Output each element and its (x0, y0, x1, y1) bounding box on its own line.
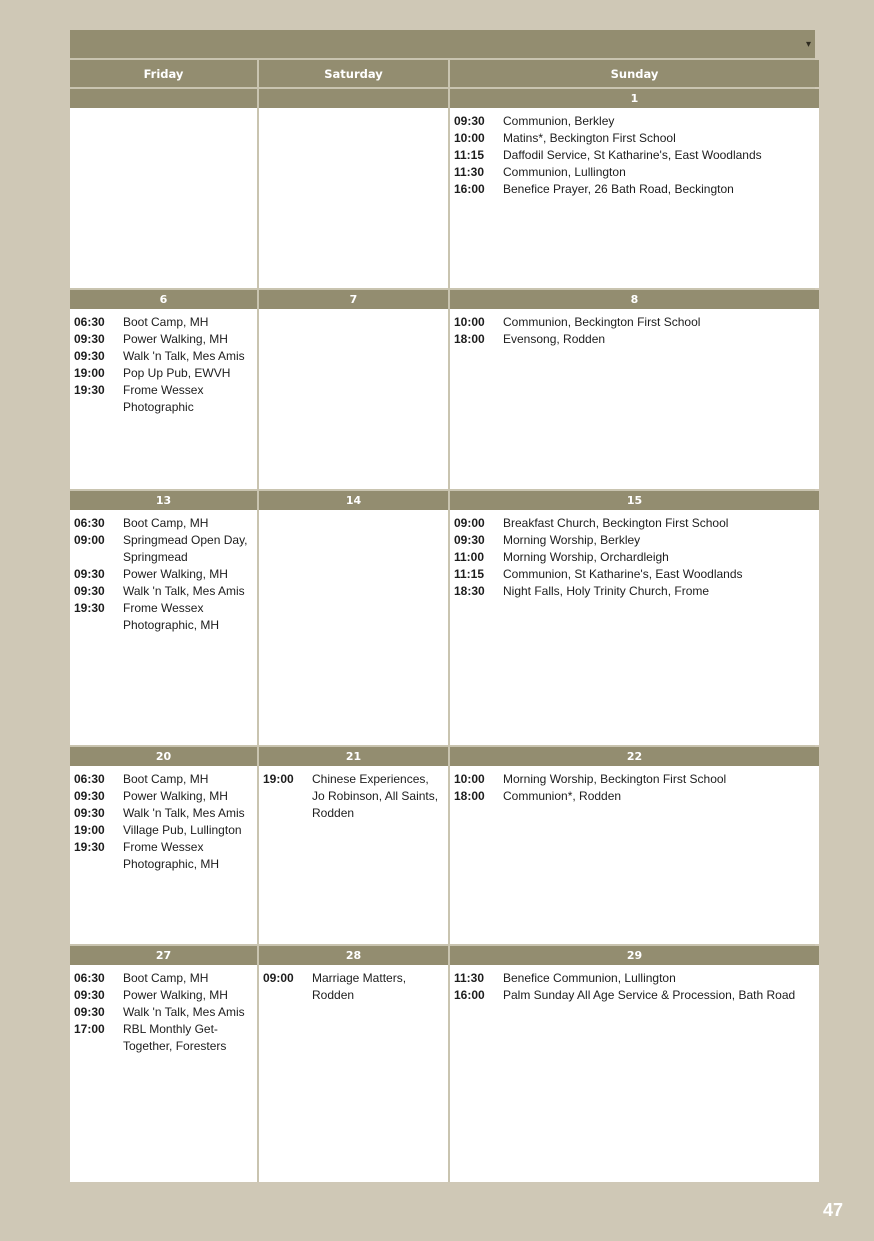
event-description: Frome Wessex Photographic, MH (123, 601, 220, 632)
event-time: 09:30 (74, 584, 105, 598)
event-description: Walk 'n Talk, Mes Amis (123, 349, 245, 363)
event-time: 09:00 (454, 516, 485, 530)
event-item (74, 987, 253, 1004)
date-header-sunday: 15 (450, 491, 819, 510)
event-description: Benefice Communion, Lullington (503, 971, 676, 985)
event-time: 19:30 (74, 601, 105, 615)
event-item (74, 348, 253, 365)
event-item (74, 566, 253, 583)
day-cell-sunday (450, 108, 819, 288)
event-time: 09:30 (74, 349, 105, 363)
event-item (454, 583, 815, 600)
event-description: Power Walking, MH (123, 332, 228, 346)
event-time: 09:30 (454, 533, 485, 547)
calendar-grid (70, 58, 815, 1182)
event-description: Morning Worship, Berkley (503, 533, 641, 547)
event-time: 19:00 (74, 366, 105, 380)
event-time: 19:30 (74, 840, 105, 854)
event-description: Communion, Lullington (503, 165, 626, 179)
day-cell-friday (70, 309, 257, 489)
event-description: Matins*, Beckington First School (503, 131, 676, 145)
event-time: 09:00 (74, 533, 105, 547)
event-time: 06:30 (74, 516, 105, 530)
event-time: 06:30 (74, 971, 105, 985)
day-cell-saturday (259, 309, 448, 489)
event-description: Walk 'n Talk, Mes Amis (123, 584, 245, 598)
event-item (454, 788, 815, 805)
event-description: RBL Monthly Get-Together, Foresters (123, 1022, 227, 1053)
event-description: Power Walking, MH (123, 567, 228, 581)
event-item (74, 771, 253, 788)
event-item (454, 532, 815, 549)
day-cell-saturday (259, 108, 448, 288)
date-header-friday: 27 (70, 946, 257, 965)
event-time: 11:15 (454, 148, 485, 162)
event-time: 19:00 (263, 772, 294, 786)
date-header-saturday: 7 (259, 290, 448, 309)
day-cell-sunday (450, 965, 819, 1182)
date-header-friday: 6 (70, 290, 257, 309)
event-item (74, 314, 253, 331)
event-item (454, 113, 815, 130)
event-time: 09:30 (74, 806, 105, 820)
event-item (74, 805, 253, 822)
dropdown-marker-icon: ▾ (805, 39, 811, 50)
event-time: 17:00 (74, 1022, 105, 1036)
event-time: 09:30 (454, 114, 485, 128)
event-description: Boot Camp, MH (123, 772, 209, 786)
event-item (263, 970, 444, 1004)
event-time: 11:15 (454, 567, 485, 581)
event-description: Morning Worship, Orchardleigh (503, 550, 669, 564)
event-description: Village Pub, Lullington (123, 823, 242, 837)
event-description: Communion*, Rodden (503, 789, 622, 803)
event-item (263, 771, 444, 822)
event-time: 18:00 (454, 332, 485, 346)
event-time: 10:00 (454, 772, 485, 786)
event-item (74, 515, 253, 532)
event-time: 09:00 (263, 971, 294, 985)
event-item (74, 382, 253, 416)
date-header-saturday: 21 (259, 747, 448, 766)
page-number: 47 (823, 1200, 844, 1220)
event-description: Frome Wessex Photographic, MH (123, 840, 220, 871)
event-item (454, 130, 815, 147)
event-item (454, 164, 815, 181)
event-description: Boot Camp, MH (123, 315, 209, 329)
event-time: 09:30 (74, 332, 105, 346)
calendar-top-bar (70, 30, 815, 58)
event-time: 19:00 (74, 823, 105, 837)
day-cell-sunday (450, 766, 819, 944)
event-item (454, 181, 815, 198)
event-time: 16:00 (454, 182, 485, 196)
event-item (74, 365, 253, 382)
event-item (74, 970, 253, 987)
event-item (454, 549, 815, 566)
date-header-saturday: 28 (259, 946, 448, 965)
event-item (454, 771, 815, 788)
event-time: 11:30 (454, 165, 485, 179)
event-description: Communion, Berkley (503, 114, 615, 128)
event-item (74, 788, 253, 805)
column-header-saturday: Saturday (259, 60, 448, 87)
event-item (74, 1021, 253, 1055)
event-time: 16:00 (454, 988, 485, 1002)
date-header-sunday: 29 (450, 946, 819, 965)
event-item (74, 532, 253, 566)
event-time: 09:30 (74, 1005, 105, 1019)
event-description: Benefice Prayer, 26 Bath Road, Beckington (503, 182, 734, 196)
event-description: Morning Worship, Beckington First School (503, 772, 727, 786)
column-header-sunday: Sunday (450, 60, 819, 87)
event-item (454, 970, 815, 987)
event-time: 10:00 (454, 315, 485, 329)
event-item (74, 822, 253, 839)
day-cell-friday (70, 766, 257, 944)
event-time: 18:00 (454, 789, 485, 803)
event-time: 19:30 (74, 383, 105, 397)
date-header-sunday: 8 (450, 290, 819, 309)
event-time: 06:30 (74, 772, 105, 786)
event-item (74, 331, 253, 348)
date-header-friday: 13 (70, 491, 257, 510)
event-description: Boot Camp, MH (123, 516, 209, 530)
event-time: 09:30 (74, 789, 105, 803)
event-description: Palm Sunday All Age Service & Procession, Bath Road (503, 988, 796, 1002)
event-time: 11:30 (454, 971, 485, 985)
event-item (454, 515, 815, 532)
event-description: Communion, St Katharine's, East Woodlands (503, 567, 743, 581)
day-cell-saturday (259, 766, 448, 944)
event-item (454, 314, 815, 331)
calendar-sheet (70, 30, 815, 1182)
date-header-friday (70, 89, 257, 108)
event-item (454, 331, 815, 348)
event-time: 10:00 (454, 131, 485, 145)
event-description: Springmead Open Day, Springmead (123, 533, 248, 564)
event-description: Boot Camp, MH (123, 971, 209, 985)
event-item (454, 566, 815, 583)
day-cell-saturday (259, 510, 448, 745)
event-description: Frome Wessex Photographic (123, 383, 204, 414)
date-header-friday: 20 (70, 747, 257, 766)
date-header-saturday: 14 (259, 491, 448, 510)
day-cell-sunday (450, 309, 819, 489)
event-time: 18:30 (454, 584, 485, 598)
event-description: Night Falls, Holy Trinity Church, Frome (503, 584, 710, 598)
event-description: Communion, Beckington First School (503, 315, 701, 329)
event-description: Power Walking, MH (123, 988, 228, 1002)
event-item (74, 1004, 253, 1021)
event-time: 06:30 (74, 315, 105, 329)
event-item (74, 600, 253, 634)
event-item (454, 987, 815, 1004)
day-cell-saturday (259, 965, 448, 1182)
event-description: Evensong, Rodden (503, 332, 606, 346)
day-cell-friday (70, 510, 257, 745)
day-cell-friday (70, 108, 257, 288)
event-description: Marriage Matters, Rodden (312, 971, 407, 1002)
event-time: 09:30 (74, 567, 105, 581)
event-description: Breakfast Church, Beckington First School (503, 516, 729, 530)
column-header-friday: Friday (70, 60, 257, 87)
event-item (74, 583, 253, 600)
date-header-sunday: 1 (450, 89, 819, 108)
day-cell-sunday (450, 510, 819, 745)
date-header-sunday: 22 (450, 747, 819, 766)
event-description: Chinese Experiences, Jo Robinson, All Saints, Rodden (312, 772, 439, 820)
event-description: Walk 'n Talk, Mes Amis (123, 1005, 245, 1019)
event-time: 11:00 (454, 550, 485, 564)
event-item (74, 839, 253, 873)
event-item (454, 147, 815, 164)
date-header-saturday (259, 89, 448, 108)
event-time: 09:30 (74, 988, 105, 1002)
event-description: Daffodil Service, St Katharine's, East Woodlands (503, 148, 762, 162)
event-description: Pop Up Pub, EWVH (123, 366, 231, 380)
event-description: Power Walking, MH (123, 789, 228, 803)
event-description: Walk 'n Talk, Mes Amis (123, 806, 245, 820)
day-cell-friday (70, 965, 257, 1182)
